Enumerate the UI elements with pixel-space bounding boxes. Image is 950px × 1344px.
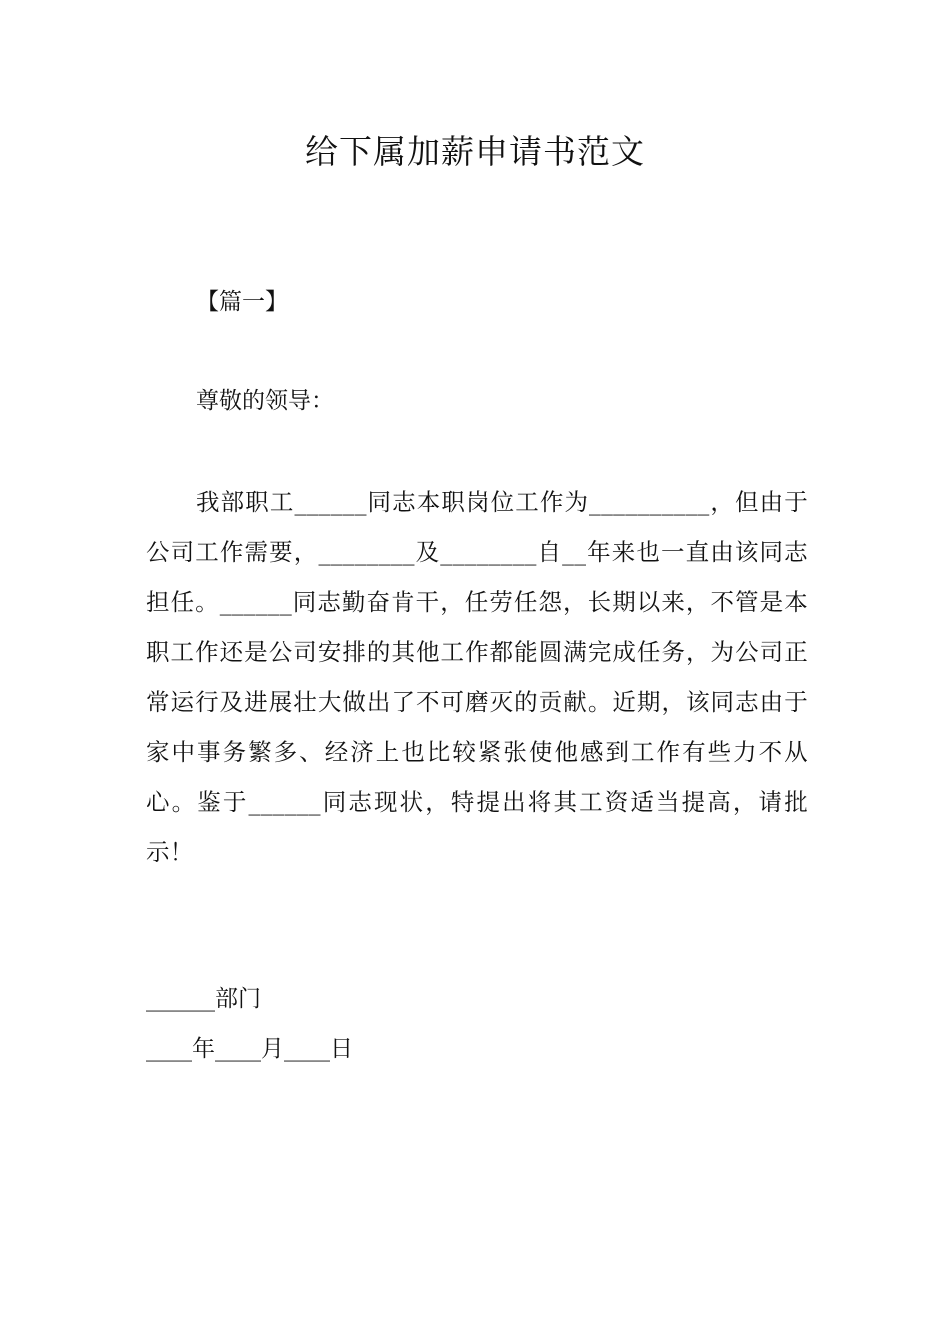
body-paragraph: 我部职工______同志本职岗位工作为__________，但由于公司工作需要，________及________自__年来也一直由该同志担任。______同志勤奋肯干，任劳任怨，长期以来，不管是本职工作还是公司安排的其他工作都能圆满完成任务，为公司正常运行及进展壮大做出了不可磨灭的贡献。近期，该同志由于家中事务繁多、经济上也比较紧张使他感到工作有些力不从心。鉴于______同志现状，特提出将其工资适当提高，请批示！ — [146, 488, 808, 866]
document-title: 给下属加薪申请书范文 — [305, 132, 645, 171]
section-label: 【篇一】 — [196, 289, 288, 315]
signature-date: ____年____月____日 — [146, 1036, 353, 1062]
greeting-line: 尊敬的领导： — [196, 388, 334, 414]
signature-department: ______部门 — [146, 986, 261, 1012]
